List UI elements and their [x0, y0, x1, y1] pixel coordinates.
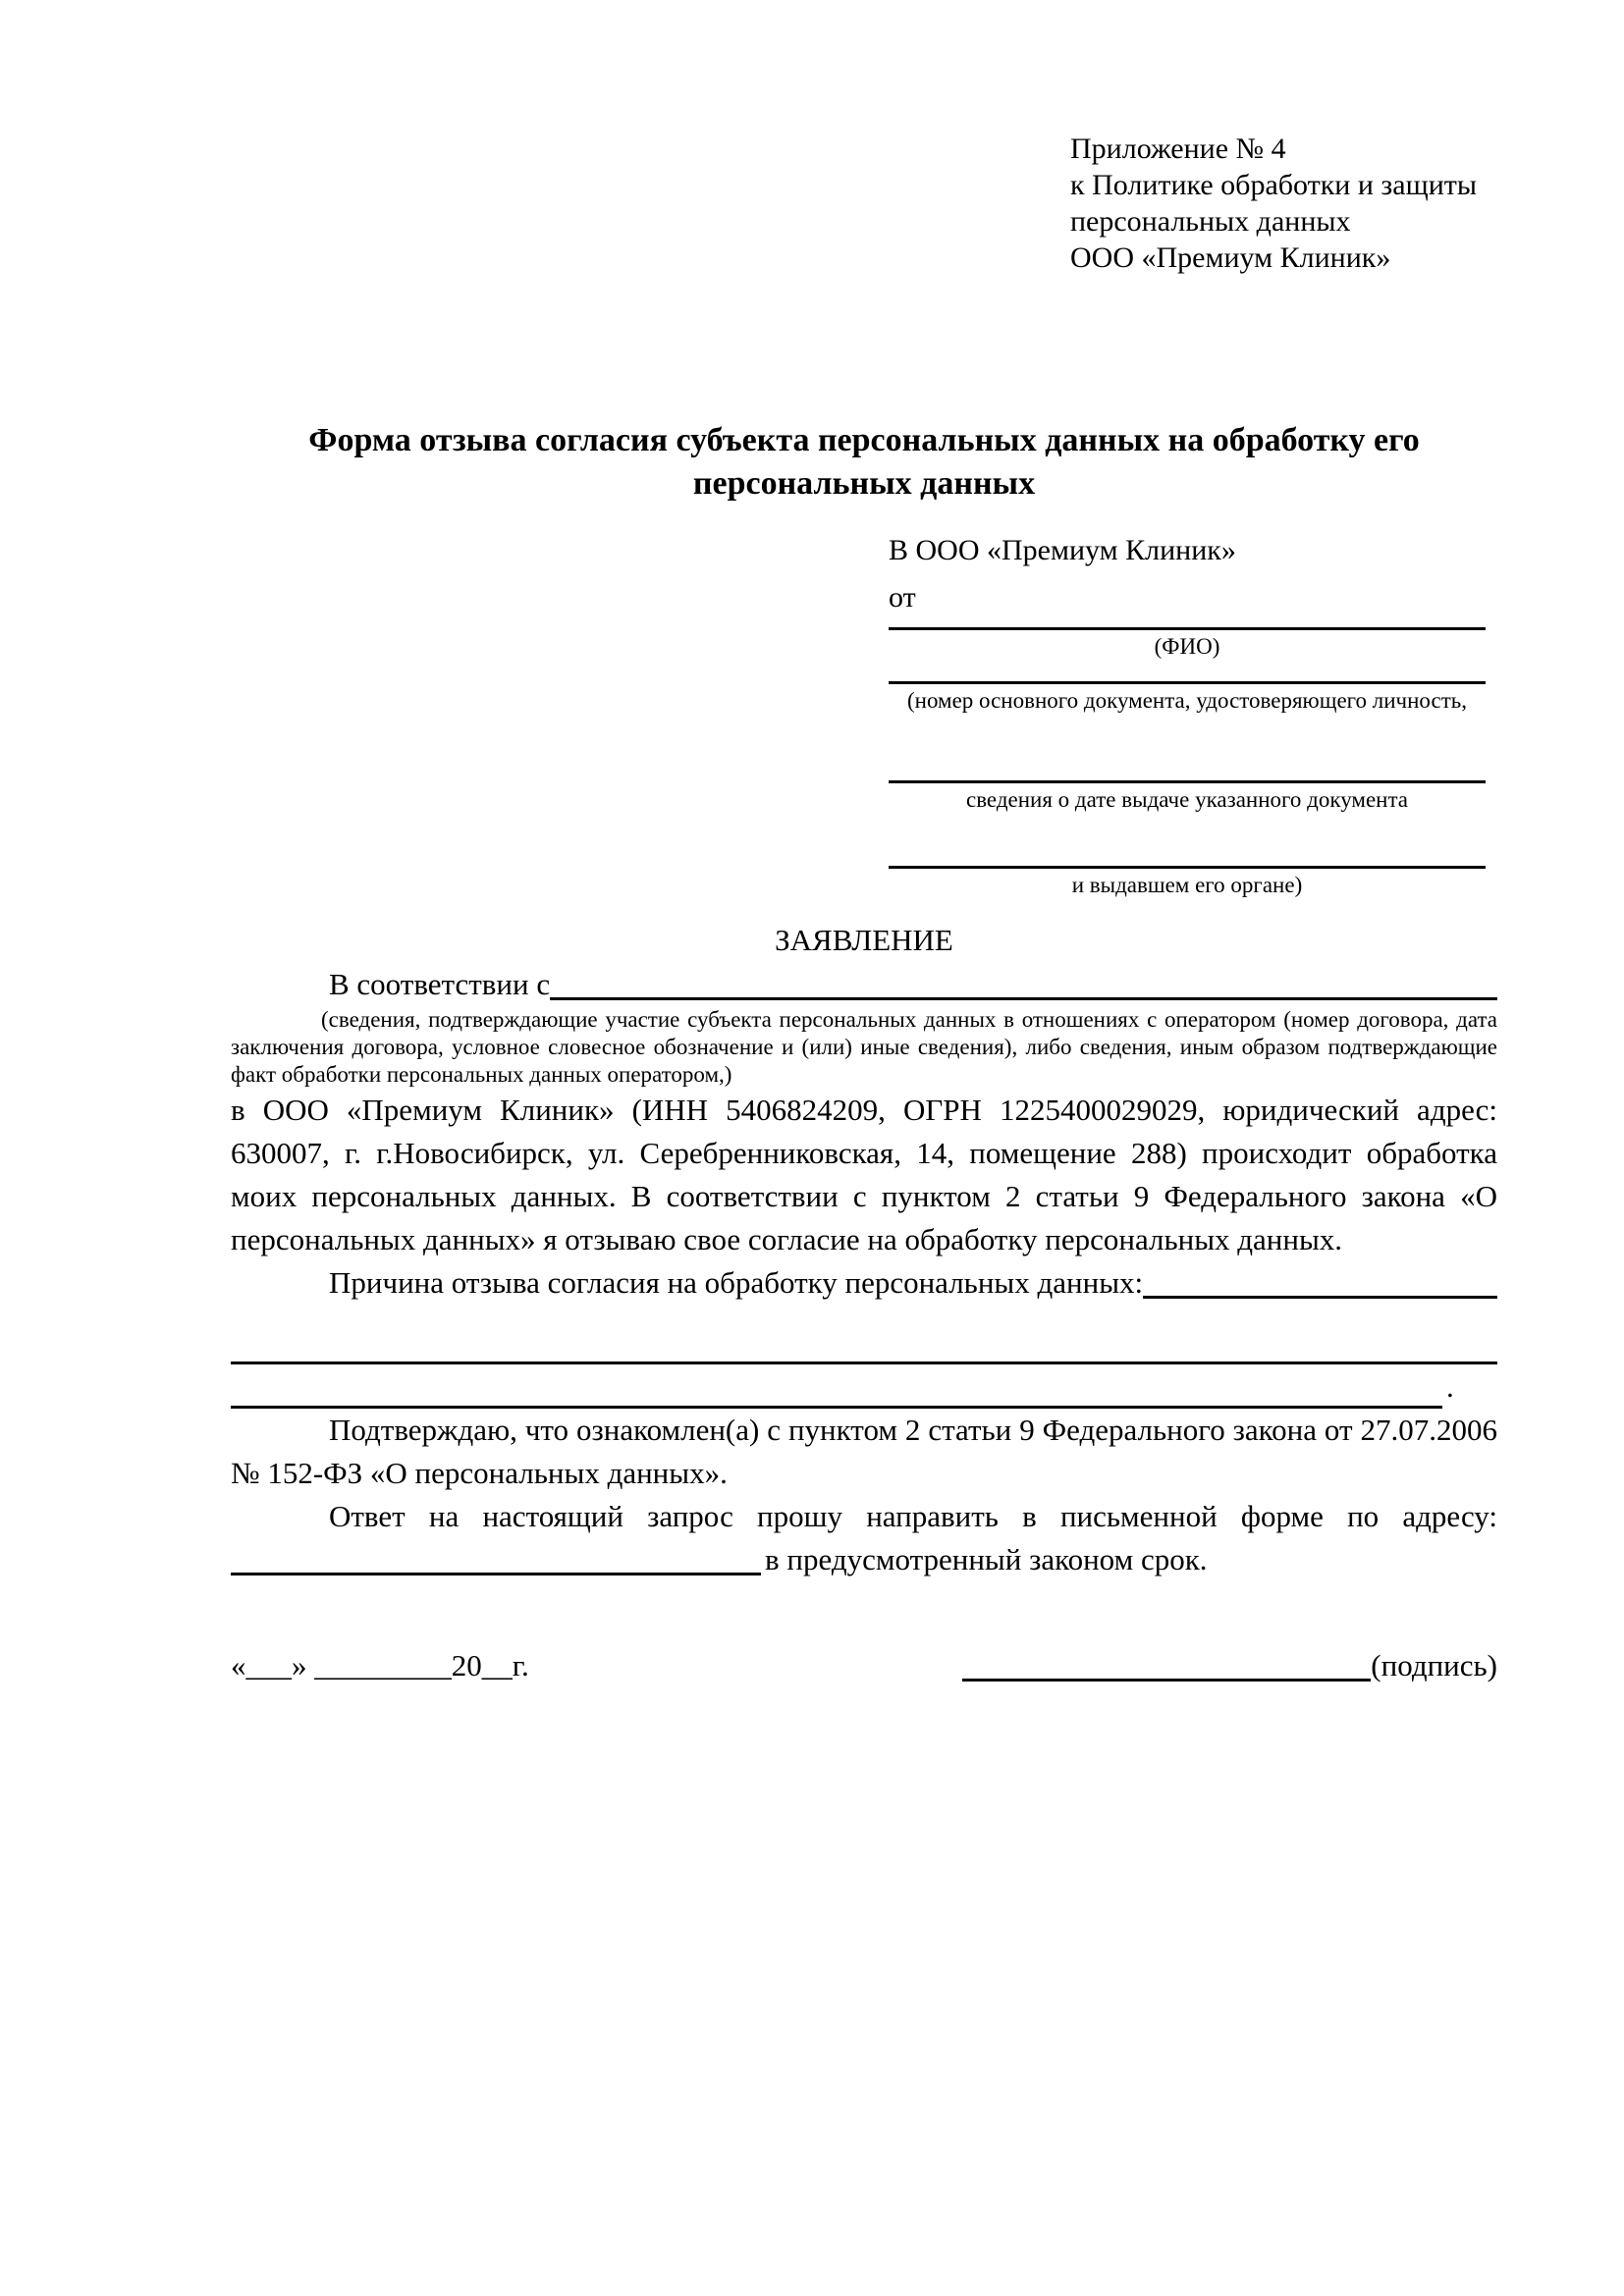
issue-date-field — [889, 774, 1486, 813]
address-input-line[interactable] — [231, 1573, 761, 1575]
issue-date-caption: сведения о дате выдаче указанного документа — [965, 787, 1409, 812]
reply-tail-text: в предусмотренный законом срок. — [765, 1542, 1208, 1576]
reason-input-line[interactable] — [1143, 1296, 1497, 1299]
addressee-to: В ООО «Премиум Клиник» — [889, 534, 1236, 566]
signature-input-line[interactable] — [962, 1679, 1371, 1682]
appendix-header-line: к Политике обработки и защиты — [1070, 169, 1478, 201]
appendix-header-line: ООО «Премиум Клиник» — [1070, 241, 1391, 274]
statement-heading: ЗАЯВЛЕНИЕ — [775, 923, 953, 957]
signature-caption: (подпись) — [1371, 1648, 1497, 1682]
issue-date-input-line[interactable] — [889, 774, 1486, 783]
document-number-field — [889, 675, 1486, 714]
issuing-authority-caption: и выдавшем его органе) — [1071, 873, 1303, 897]
document-number-caption: (номер основного документа, удостоверяющего личность, — [906, 688, 1467, 713]
date-blank-line[interactable]: «___» _________20__г. — [231, 1648, 529, 1682]
document-title: Форма отзыва согласия субъекта персональных данных на обработку его персональных данных — [308, 422, 1420, 502]
document-number-input-line[interactable] — [889, 675, 1486, 684]
reason-label: Причина отзыва согласия на обработку персональных данных: — [329, 1265, 1144, 1300]
reason-row — [231, 1261, 1497, 1305]
appendix-header-line: персональных данных — [1070, 205, 1351, 238]
reply-address-row — [231, 1538, 1497, 1581]
signature-group — [962, 1644, 1497, 1687]
basis-row — [231, 963, 1497, 1006]
addressee-from: от — [889, 581, 916, 614]
reason-input-line-3[interactable] — [231, 1364, 1442, 1409]
date-signature-row — [231, 1644, 1497, 1687]
issuing-authority-input-line[interactable] — [889, 860, 1486, 869]
fio-input-line[interactable] — [889, 621, 1486, 630]
addressee-block — [889, 527, 1486, 898]
appendix-header-line: Приложение № 4 — [1070, 133, 1286, 165]
appendix-header — [1070, 131, 1497, 276]
confirmation-text: Подтверждаю, что ознакомлен(а) с пунктом 2 статьи 9 Федерального закона от 27.07.2006 № 152-ФЗ «О персональных данных». — [231, 1413, 1497, 1490]
basis-input-line[interactable] — [550, 997, 1497, 1000]
reason-input-row-3 — [231, 1364, 1497, 1409]
fio-caption: (ФИО) — [1154, 634, 1220, 659]
reason-input-line-2[interactable] — [231, 1320, 1497, 1364]
document-page — [231, 131, 1497, 1687]
basis-label: В соответствии с — [329, 967, 551, 1001]
sentence-period: . — [1446, 1369, 1454, 1404]
fio-field — [889, 621, 1486, 660]
reply-request-text: Ответ на настоящий запрос прошу направить в письменной форме по адресу: — [329, 1499, 1497, 1533]
explanatory-note: (сведения, подтверждающие участие субъекта персональных данных в отношениях с оператором (номер договора, дата заключения договора, условное словесное обозначение и (или) иные сведения), либо сведения, иным образом подтверждающие факт обработки персональных данных оператором,) — [231, 1007, 1497, 1087]
issuing-authority-field — [889, 860, 1486, 898]
statement-body: в ООО «Премиум Клиник» (ИНН 5406824209, ОГРН 1225400029029, юридический адрес: 630007, г. г.Новосибирск, ул. Серебренниковская, 14, помещение 288) происходит обработка моих персональных данных. В соответствии с пунктом 2 статьи 9 Федерального закона «О персональных данных» я отзываю свое согласие на обработку персональных данных. — [231, 1093, 1497, 1256]
